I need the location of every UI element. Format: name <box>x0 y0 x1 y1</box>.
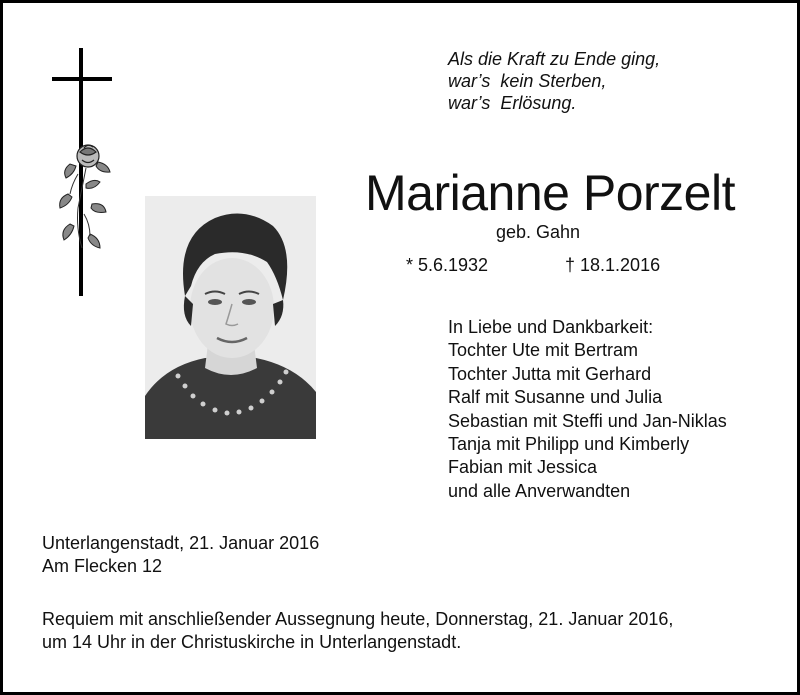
street-address: Am Flecken 12 <box>42 556 163 576</box>
birth-date: * 5.6.1932 <box>406 255 489 275</box>
deceased-name: Marianne Porzelt <box>365 165 735 221</box>
service-info <box>42 608 673 654</box>
cross-with-rose-icon <box>40 44 130 300</box>
list-item: Ralf mit Susanne und Julia <box>448 387 663 408</box>
list-item: Tochter Ute mit Bertram <box>448 340 639 361</box>
service-line: um 14 Uhr in der Christuskirche in Unterlangenstadt. <box>42 632 462 652</box>
list-item: und alle Anverwandten <box>448 480 631 501</box>
service-line: Requiem mit anschließender Aussegnung heute, Donnerstag, 21. Januar 2016, <box>42 609 674 629</box>
poem-line: war’s kein Sterben, <box>448 71 607 91</box>
list-item: Tanja mit Philipp und Kimberly <box>448 434 690 455</box>
list-item: In Liebe und Dankbarkeit: <box>448 317 654 337</box>
poem <box>448 48 660 114</box>
list-item: Tochter Jutta mit Gerhard <box>448 363 652 384</box>
portrait-photo <box>145 196 316 439</box>
list-item: Sebastian mit Steffi und Jan-Niklas <box>448 410 727 431</box>
mourners-list <box>448 316 727 503</box>
death-date: † 18.1.2016 <box>565 255 661 275</box>
poem-line: Als die Kraft zu Ende ging, <box>448 49 661 69</box>
birth-name: geb. Gahn <box>496 222 581 242</box>
list-item: Fabian mit Jessica <box>448 457 598 478</box>
address-block <box>42 532 319 578</box>
place-date: Unterlangenstadt, 21. Januar 2016 <box>42 533 320 553</box>
poem-line: war’s Erlösung. <box>448 93 577 113</box>
